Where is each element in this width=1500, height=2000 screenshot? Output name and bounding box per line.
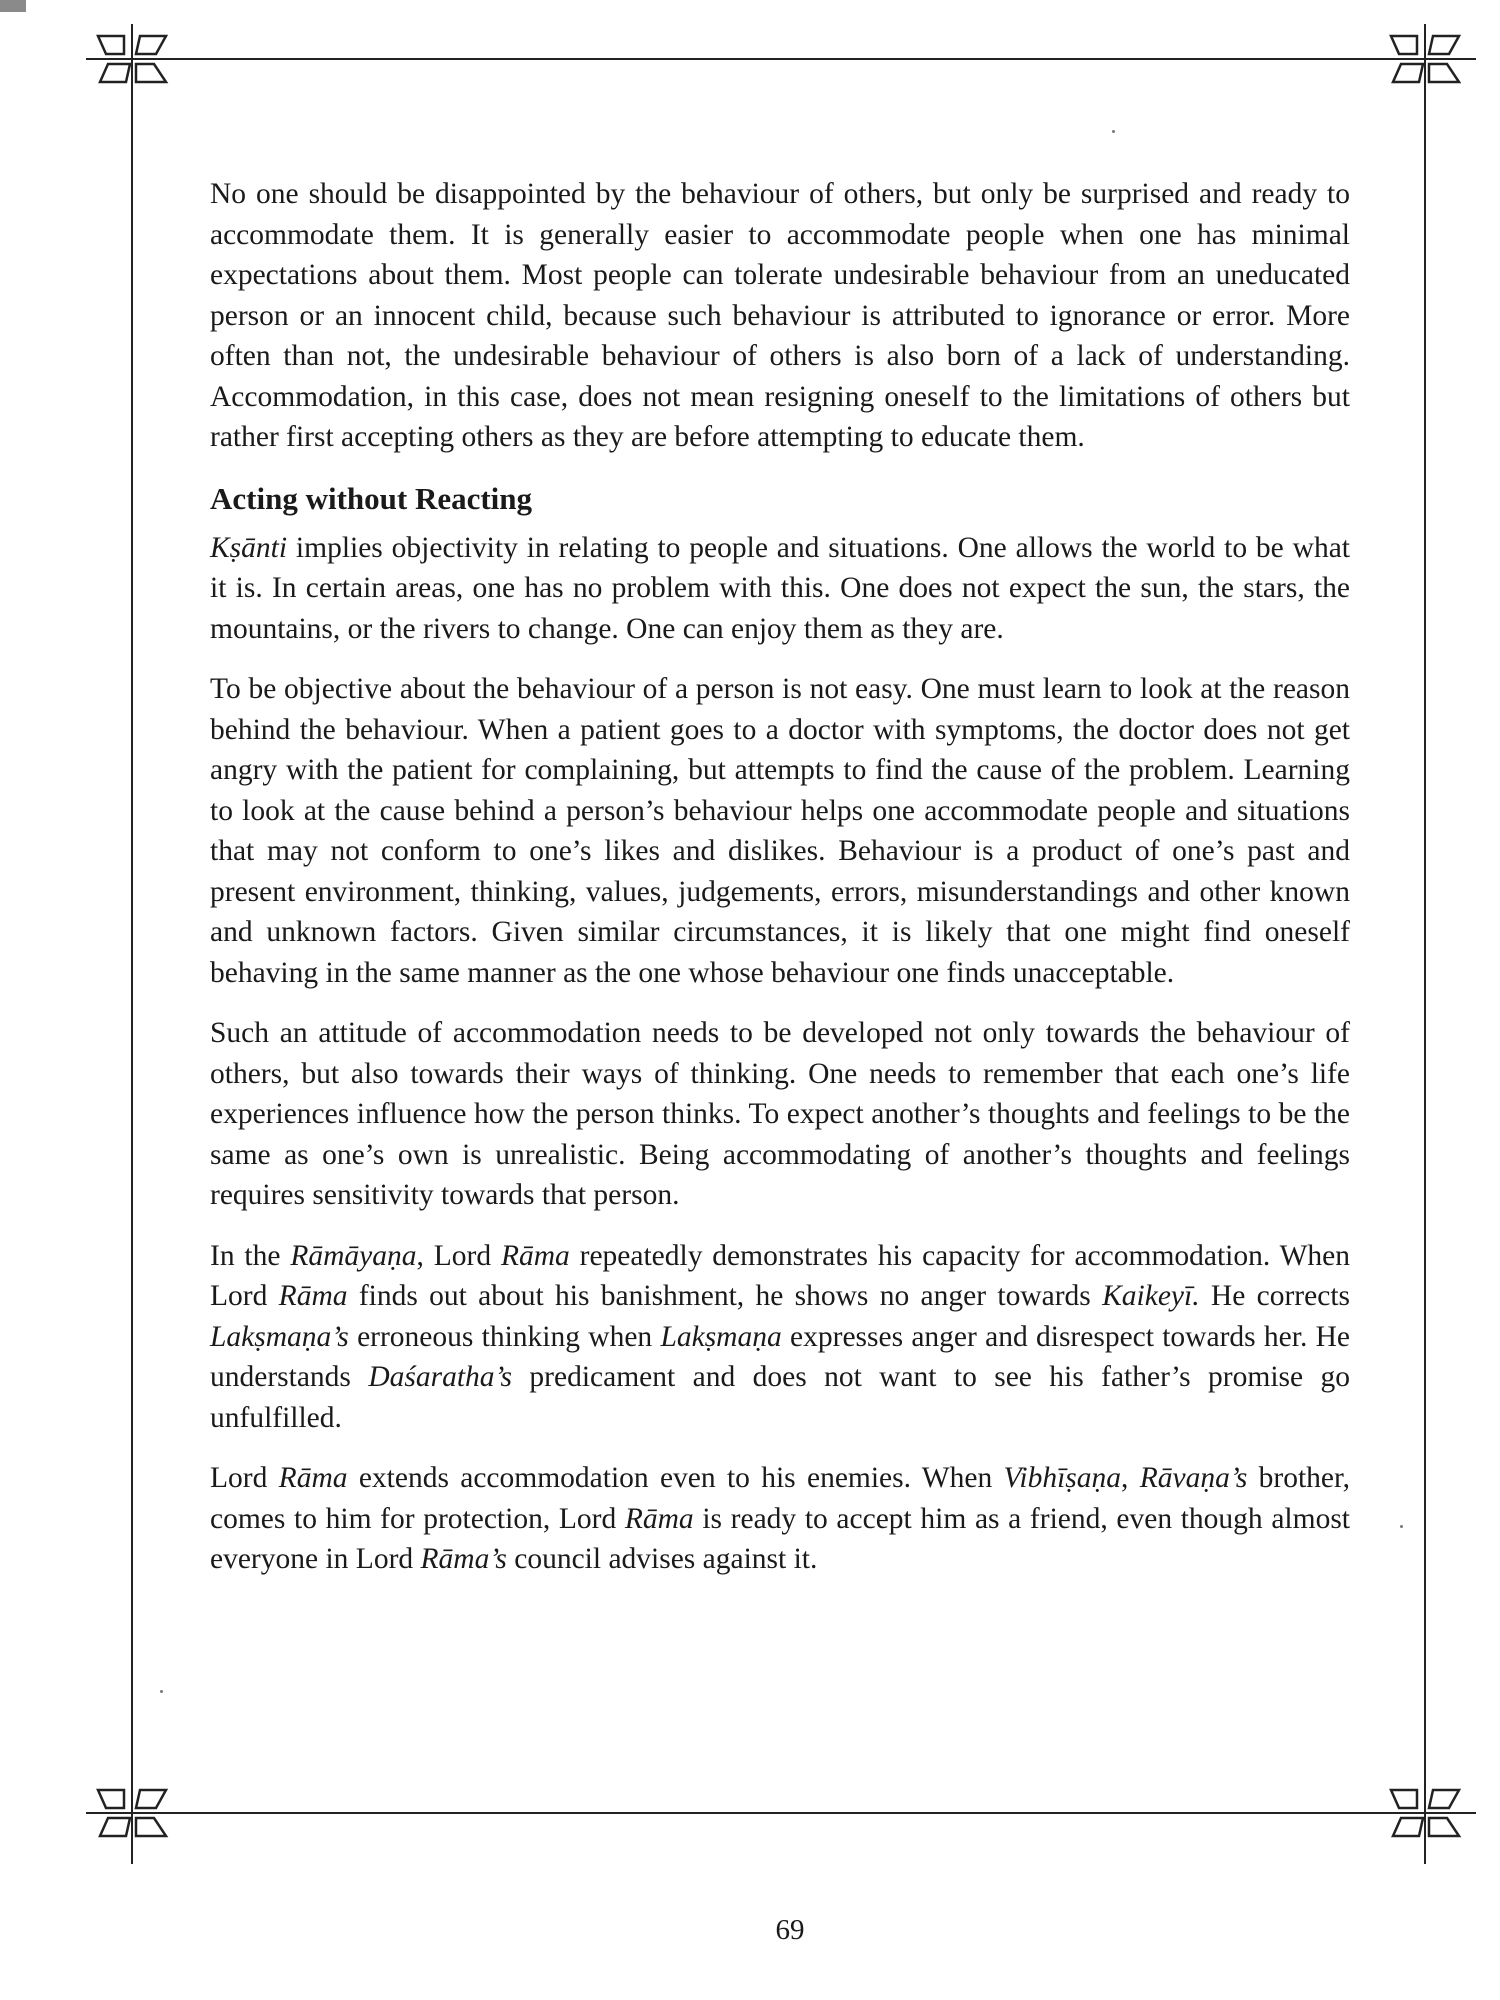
- text-run: He corrects: [1199, 1280, 1350, 1312]
- text-run: Lord: [210, 1462, 279, 1494]
- body-paragraph: [210, 1013, 1350, 1216]
- italic-term: Kaikeyī.: [1102, 1280, 1200, 1312]
- body-paragraph: [210, 528, 1350, 650]
- text-run: ,: [1121, 1462, 1140, 1494]
- text-run: In the: [210, 1239, 291, 1272]
- text-run: , Lord: [416, 1239, 501, 1272]
- page-number: 69: [775, 1914, 805, 1946]
- body-paragraph: [210, 1458, 1350, 1580]
- italic-term: Rāma: [624, 1502, 694, 1535]
- scan-speck: [1400, 1525, 1403, 1528]
- text-run: To be objective about the behaviour of a person is not easy. One must learn to look at the reason behind the behaviour. When a patient goes to a doctor with symptoms, the doctor does not get angry with the patient for complaining, but attempts to find the cause of the problem. Learning to look at the cause behind a person’s behaviour helps one accommodate people and situations that may not conform to one’s likes and dislikes. Behaviour is a product of one’s past and present environment, thinking, values, judgements, errors, misunderstandings and other known and unknown factors. Given similar circumstances, it is likely that one might find oneself behaving in the same manner as the one whose behaviour one finds unacceptable.: [210, 673, 1350, 989]
- scan-speck: [1112, 130, 1115, 133]
- text-run: Such an attitude of accommodation needs to be developed not only towards the behaviour of others, but also towards their ways of thinking. One needs to remember that each one’s life experiences influence how the person thinks. To expect another’s thoughts and feelings to be the same as one’s own is unrealistic. Being accommodating of another’s thoughts and feelings requires sensitivity towards that person.: [210, 1017, 1350, 1211]
- body-paragraph: [210, 1236, 1350, 1439]
- italic-term: Rāma’s: [420, 1543, 507, 1575]
- frame-left-line: [131, 24, 133, 1864]
- text-run: extends accommodation even to his enemies. When: [347, 1462, 1004, 1494]
- text-run: finds out about his banishment, he shows no anger towards: [347, 1280, 1103, 1312]
- text-run: erroneous thinking when: [348, 1320, 661, 1353]
- italic-term: Daśaratha’s: [368, 1361, 513, 1393]
- frame-right-line: [1424, 24, 1426, 1864]
- text-run: predicament and does not want to see his father’s promise go unfulfilled.: [210, 1361, 1350, 1434]
- text-run: brother, comes to him for protection, Lord: [210, 1462, 1351, 1535]
- frame-bottom-line: [86, 1812, 1476, 1814]
- diamond-corner-ornament-icon: [94, 30, 170, 86]
- text-run: expresses anger and disrespect towards her. He understands: [210, 1320, 1350, 1393]
- diamond-corner-ornament-icon: [1387, 1784, 1463, 1840]
- italic-term: Kṣānti: [210, 531, 288, 564]
- italic-term: Rāma: [278, 1280, 348, 1312]
- text-run: council advises against it.: [506, 1543, 818, 1575]
- italic-term: Rāma: [500, 1239, 570, 1272]
- text-run: implies objectivity in relating to people and situations. One allows the world to be what it is. In certain areas, one has no problem with this. One does not expect the sun, the stars, the mountains, or the rivers to change. One can enjoy them as they are.: [210, 531, 1350, 645]
- page-body: [210, 174, 1350, 1600]
- scan-artifact: [0, 0, 26, 12]
- section-heading: Acting without Reacting: [210, 480, 533, 516]
- text-run: is ready to accept him as a friend, even though almost everyone in Lord: [210, 1502, 1350, 1575]
- italic-term: Rāvaṇa’s: [1139, 1462, 1248, 1494]
- section-body: [210, 528, 1350, 1580]
- frame-top-line: [86, 58, 1476, 60]
- italic-term: Lakṣmaṇa: [660, 1320, 782, 1353]
- italic-term: Lakṣmaṇa’s: [210, 1320, 349, 1353]
- diamond-corner-ornament-icon: [1387, 30, 1463, 86]
- italic-term: Rāmāyaṇa: [290, 1239, 417, 1272]
- diamond-corner-ornament-icon: [94, 1784, 170, 1840]
- italic-term: Vibhīṣaṇa: [1003, 1462, 1121, 1494]
- text-run: No one should be disappointed by the behaviour of others, but only be surprised and ready to accommodate them. It is generally easier to accommodate people when one has minimal expectations about them. Most people can tolerate undesirable behaviour from an uneducated person or an innocent child, because such behaviour is attributed to ignorance or error. More often than not, the undesirable behaviour of others is also born of a lack of understanding. Accommodation, in this case, does not mean resigning oneself to the limitations of others but rather first accepting others as they are before attempting to educate them.: [210, 178, 1350, 453]
- scan-speck: [160, 1690, 163, 1693]
- intro-paragraph: [210, 174, 1350, 458]
- text-run: repeatedly demonstrates his capacity for accommodation. When Lord: [210, 1239, 1351, 1312]
- italic-term: Rāma: [278, 1462, 348, 1494]
- body-paragraph: [210, 669, 1350, 993]
